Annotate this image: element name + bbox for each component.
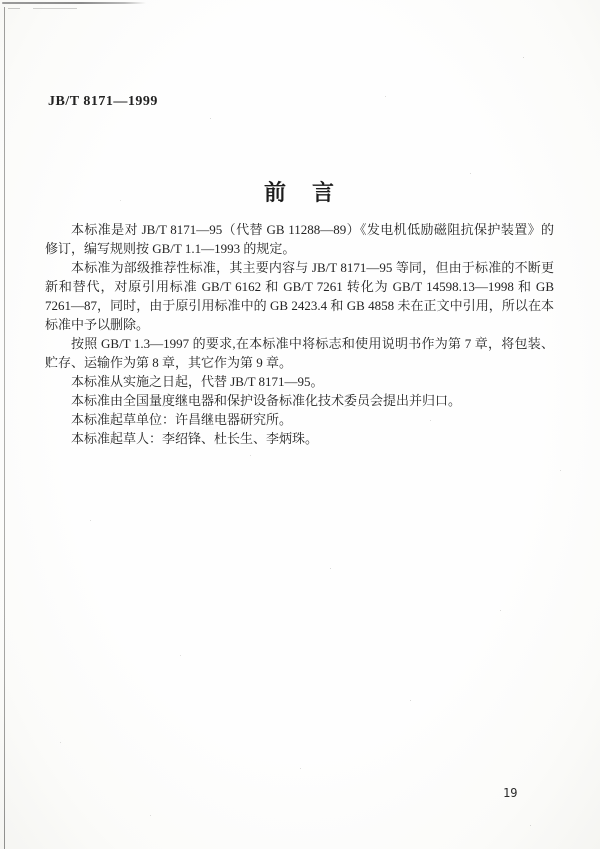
paragraph: 按照 GB/T 1.3—1997 的要求,在本标准中将标志和使用说明书作为第 7 章，将包装、贮存、运输作为第 8 章，其它作为第 9 章。 xyxy=(45,336,554,370)
scan-noise xyxy=(0,0,1,1)
paragraph: 本标准起草单位：许昌继电器研究所。 xyxy=(71,412,293,427)
scan-artifact-dash xyxy=(8,8,20,9)
paragraph: 本标准由全国量度继电器和保护设备标准化技术委员会提出并归口。 xyxy=(71,393,462,408)
scan-artifact-dash xyxy=(33,8,77,9)
paragraph: 本标准从实施之日起，代替 JB/T 8171—95。 xyxy=(71,374,324,389)
scan-artifact-top-line xyxy=(2,2,146,4)
paragraph: 本标准是对 JB/T 8171—95（代替 GB 11288—89）《发电机低励磁阻抗保护装置》的修订，编写规则按 GB/T 1.1—1993 的规定。 xyxy=(45,222,554,256)
scan-artifact-left-edge xyxy=(4,7,5,849)
paragraph: 本标准起草人：李绍锋、杜长生、李炳珠。 xyxy=(71,431,319,446)
page-title: 前 言 xyxy=(263,180,336,205)
standard-number: JB/T 8171—1999 xyxy=(48,94,158,109)
page-number: 19 xyxy=(503,786,518,800)
document-body xyxy=(45,220,554,448)
paragraph: 本标准为部级推荐性标准，其主要内容与 JB/T 8171—95 等同，但由于标准的不断更新和替代，对原引用标准 GB/T 6162 和 GB/T 7261 转化为 GB/T 14598.13—1998 和 GB 7261—87，同时，由于原引用标准中的 GB 2423.4 和 GB 4858 未在正文中引用，所以在本标准中予以删除。 xyxy=(45,260,554,332)
